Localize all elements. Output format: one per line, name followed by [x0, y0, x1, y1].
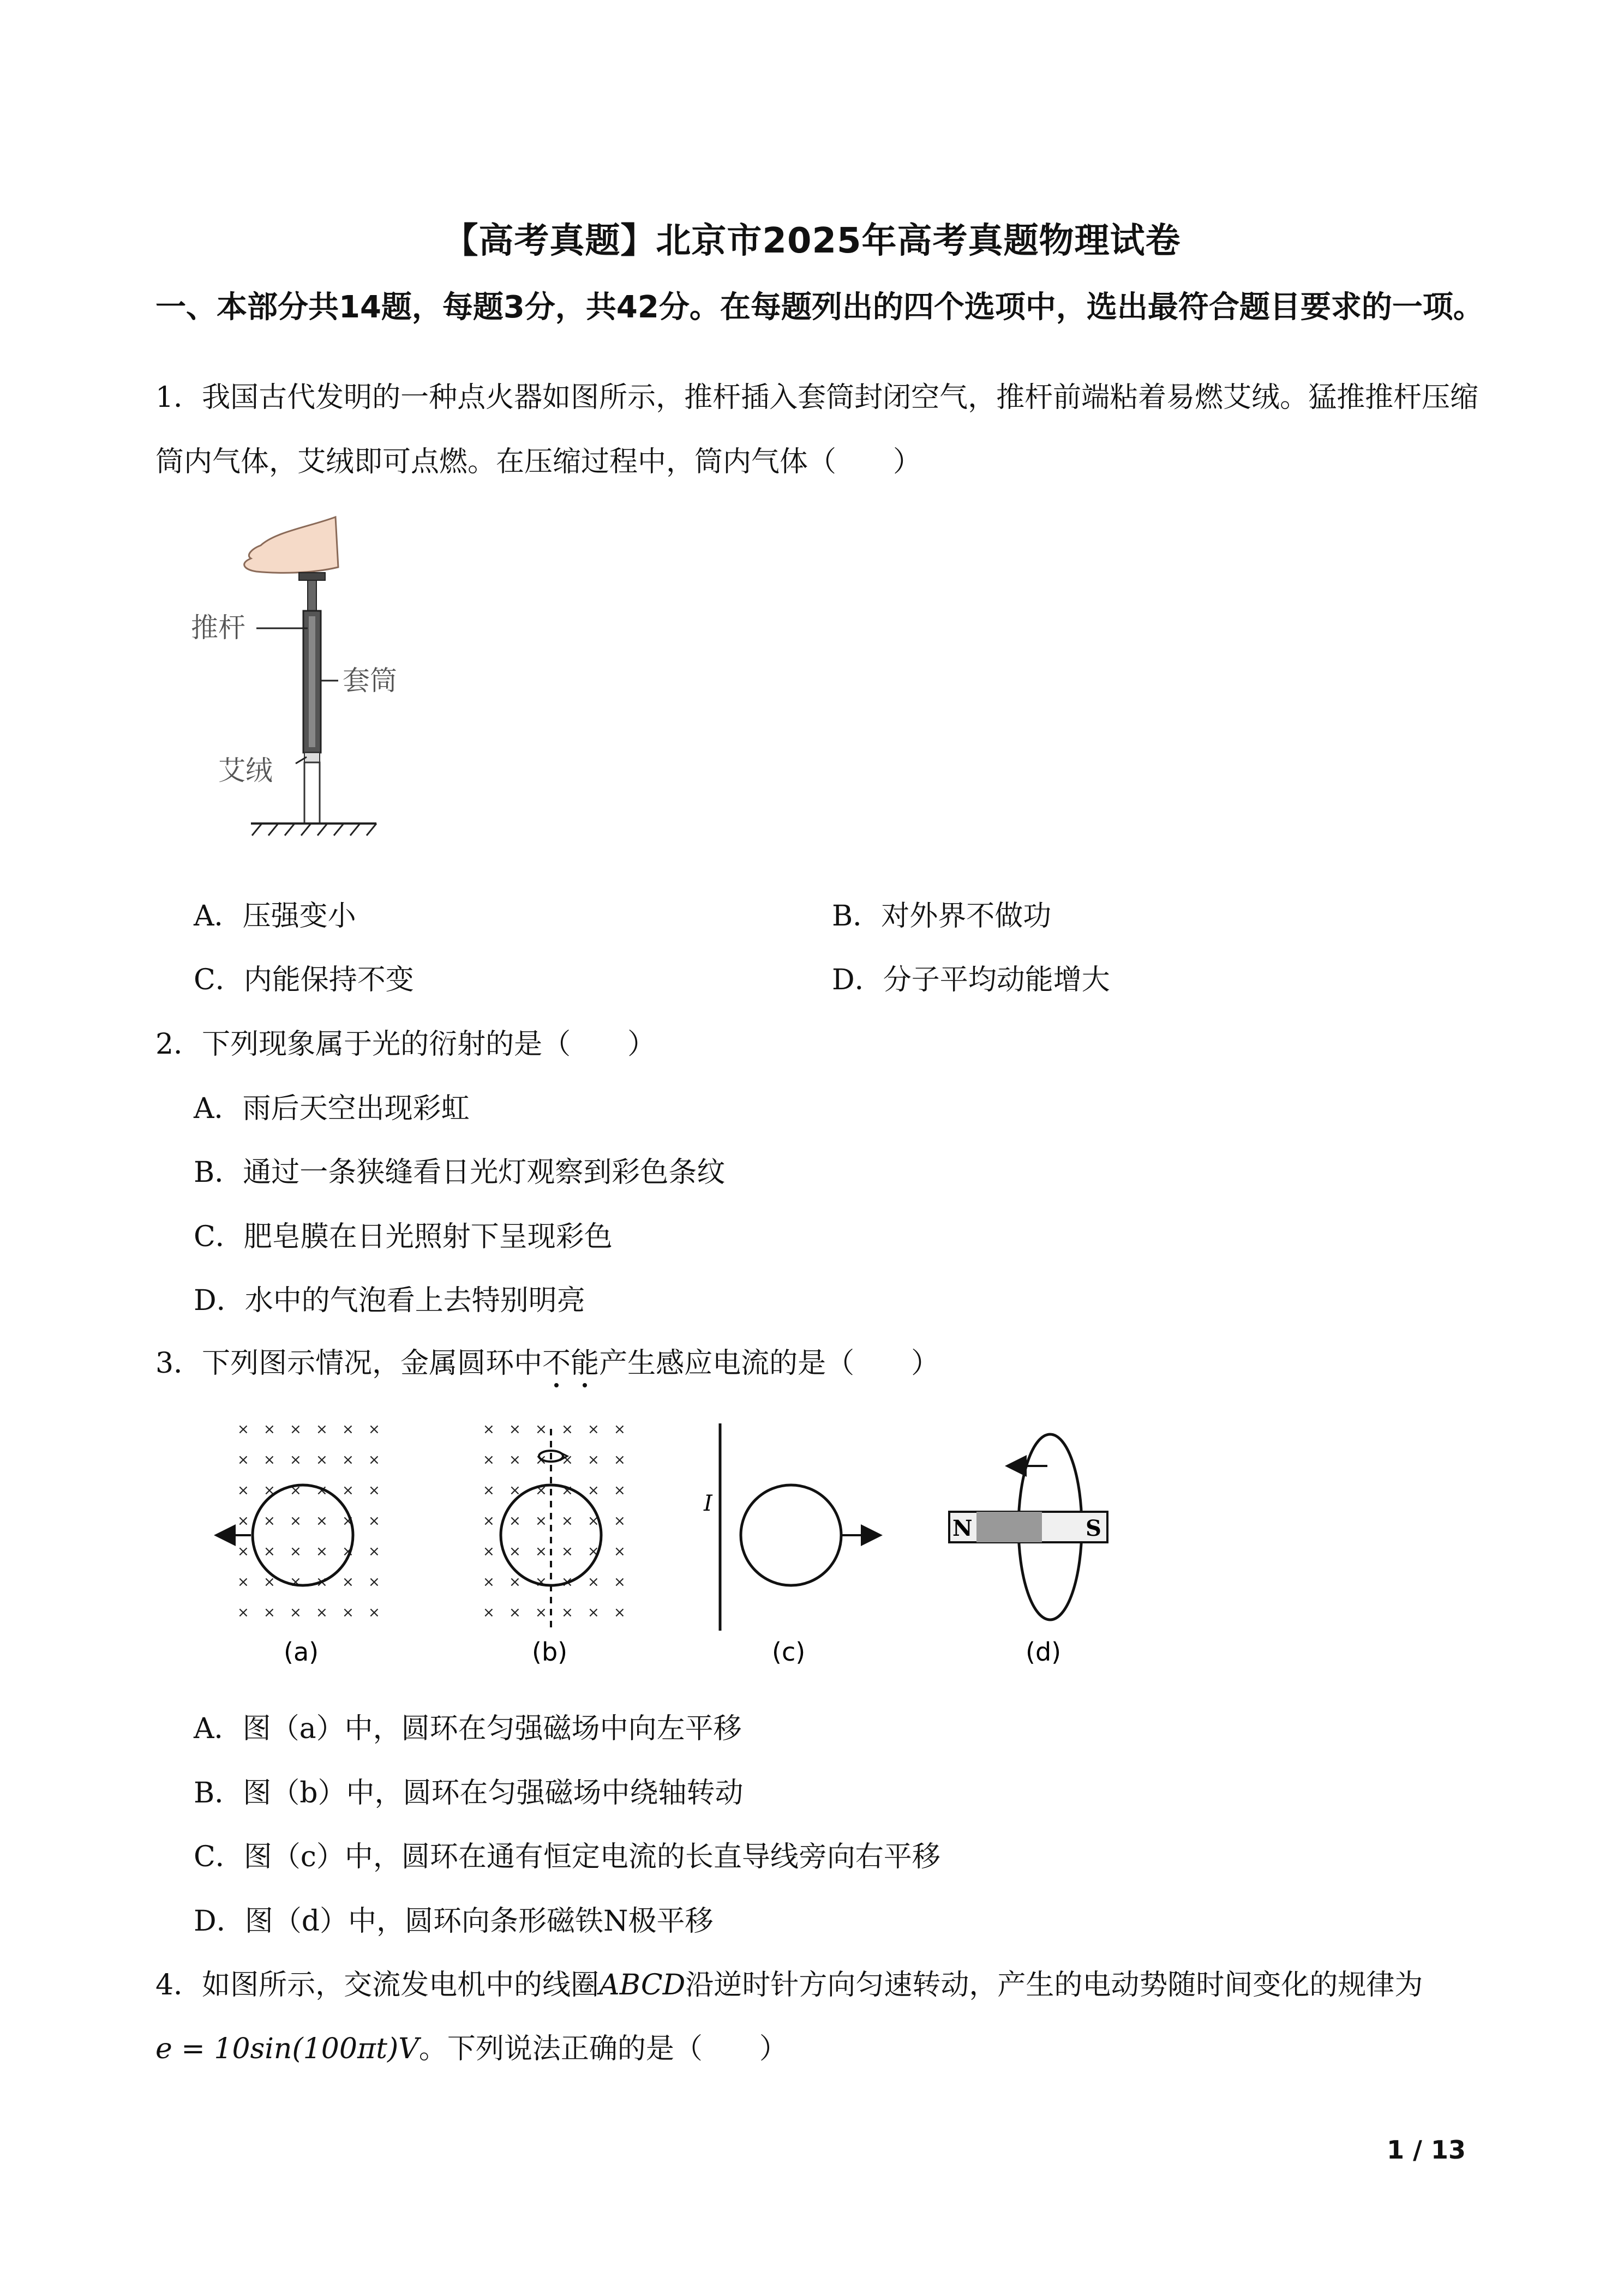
field-cross: ×: [316, 1482, 328, 1499]
field-cross: ×: [509, 1574, 521, 1590]
option-1d: D．分子平均动能增大: [832, 964, 1110, 996]
question-1-stem: [155, 365, 1487, 494]
fire-piston-figure: [180, 513, 398, 873]
field-cross: ×: [614, 1482, 626, 1499]
field-cross: ×: [263, 1482, 275, 1499]
field-cross: ×: [561, 1604, 573, 1621]
field-cross: ×: [588, 1482, 600, 1499]
question-4-line-1: 4．如图所示，交流发电机中的线圈ABCD沿逆时针方向匀速转动，产生的电动势随时间变化的规律为: [155, 1969, 1423, 2002]
option-1b: B．对外界不做功: [832, 900, 1052, 933]
field-cross: ×: [263, 1513, 275, 1529]
field-cross: ×: [342, 1452, 354, 1468]
label-tinder: 艾绒: [218, 755, 273, 786]
field-cross: ×: [237, 1452, 249, 1468]
field-cross: ×: [342, 1421, 354, 1438]
rod-knob: [299, 573, 325, 580]
field-cross: ×: [535, 1513, 547, 1529]
stand: [304, 762, 320, 824]
field-cross: ×: [483, 1452, 495, 1468]
field-cross: ×: [342, 1543, 354, 1560]
option-3d: D．图（d）中，圆环向条形磁铁N极平移: [194, 1905, 714, 1938]
section-heading: 一、本部分共14题，每题3分，共42分。在每题列出的四个选项中，选出最符合题目要求的一项。: [155, 290, 1484, 325]
field-cross: ×: [483, 1543, 495, 1560]
field-cross: ×: [237, 1604, 249, 1621]
field-cross: ×: [316, 1421, 328, 1438]
question-number: 1．: [155, 381, 202, 414]
field-cross: ×: [290, 1513, 302, 1529]
field-crosses-a: [237, 1421, 380, 1621]
field-cross: ×: [535, 1604, 547, 1621]
ring-c: [741, 1485, 841, 1585]
field-cross: ×: [509, 1604, 521, 1621]
field-cross: ×: [614, 1543, 626, 1560]
field-cross: ×: [342, 1574, 354, 1590]
label-a: (a): [284, 1637, 319, 1667]
field-cross: ×: [316, 1543, 328, 1560]
field-cross: ×: [368, 1513, 380, 1529]
question-3-stem: 3．下列图示情况，金属圆环中不能产生感应电流的是（ ）: [155, 1347, 940, 1380]
page-title: 【高考真题】北京市2025年高考真题物理试卷: [443, 221, 1181, 261]
field-cross: ×: [535, 1452, 547, 1468]
field-cross: ×: [316, 1574, 328, 1590]
field-cross: ×: [290, 1452, 302, 1468]
field-cross: ×: [316, 1452, 328, 1468]
field-cross: ×: [483, 1574, 495, 1590]
field-cross: ×: [483, 1513, 495, 1529]
field-cross: ×: [561, 1452, 573, 1468]
field-cross: ×: [368, 1452, 380, 1468]
field-cross: ×: [290, 1482, 302, 1499]
ring-b: [501, 1485, 601, 1585]
field-cross: ×: [368, 1574, 380, 1590]
field-cross: ×: [588, 1421, 600, 1438]
field-cross: ×: [263, 1543, 275, 1560]
field-cross: ×: [561, 1513, 573, 1529]
field-cross: ×: [588, 1452, 600, 1468]
option-2b: B．通过一条狭缝看日光灯观察到彩色条纹: [194, 1156, 726, 1189]
field-cross: ×: [342, 1513, 354, 1529]
option-2c: C．肥皂膜在日光照射下呈现彩色: [194, 1221, 613, 1253]
field-cross: ×: [237, 1513, 249, 1529]
field-cross: ×: [614, 1574, 626, 1590]
page-number: 1 / 13: [1387, 2135, 1466, 2165]
field-cross: ×: [316, 1513, 328, 1529]
field-cross: ×: [535, 1543, 547, 1560]
option-3b: B．图（b）中，圆环在匀强磁场中绕轴转动: [194, 1777, 744, 1810]
field-cross: ×: [535, 1574, 547, 1590]
field-cross: ×: [483, 1421, 495, 1438]
field-cross: ×: [237, 1543, 249, 1560]
field-cross: ×: [263, 1604, 275, 1621]
field-cross: ×: [237, 1482, 249, 1499]
option-3c: C．图（c）中，圆环在通有恒定电流的长直导线旁向右平移: [194, 1841, 940, 1873]
label-d: (d): [1026, 1637, 1062, 1667]
question-2-stem: 2．下列现象属于光的衍射的是（ ）: [155, 1028, 656, 1061]
magnet-north: N: [952, 1516, 973, 1541]
field-cross: ×: [588, 1574, 600, 1590]
field-cross: ×: [483, 1482, 495, 1499]
option-3a: A．图（a）中，圆环在匀强磁场中向左平移: [194, 1712, 742, 1745]
field-cross: ×: [342, 1482, 354, 1499]
field-cross: ×: [535, 1482, 547, 1499]
field-cross: ×: [614, 1604, 626, 1621]
hand-shape: [244, 517, 338, 573]
question-text: 我国古代发明的一种点火器如图所示，推杆插入套筒封闭空气，推杆前端粘着易燃艾绒。猛推推杆压缩筒内气体，艾绒即可点燃。在压缩过程中，筒内气体（ ）: [155, 381, 1479, 478]
option-1c: C．内能保持不变: [194, 964, 414, 996]
label-c: (c): [772, 1637, 806, 1667]
field-cross: ×: [237, 1574, 249, 1590]
option-2d: D．水中的气泡看上去特别明亮: [194, 1284, 585, 1317]
field-cross: ×: [290, 1543, 302, 1560]
field-cross: ×: [588, 1513, 600, 1529]
field-cross: ×: [483, 1604, 495, 1621]
label-b: (b): [532, 1637, 568, 1667]
field-cross: ×: [368, 1421, 380, 1438]
field-cross: ×: [509, 1543, 521, 1560]
label-current: I: [704, 1491, 712, 1516]
field-cross: ×: [588, 1604, 600, 1621]
option-2a: A．雨后天空出现彩虹: [194, 1092, 470, 1125]
field-cross: ×: [237, 1421, 249, 1438]
label-sleeve: 套筒: [343, 665, 397, 696]
question-4-line-2: e = 10sin(100πt)V。下列说法正确的是（ ）: [155, 2033, 788, 2065]
field-cross: ×: [614, 1421, 626, 1438]
field-cross: ×: [561, 1421, 573, 1438]
field-cross: ×: [509, 1421, 521, 1438]
field-cross: ×: [316, 1604, 328, 1621]
field-cross: ×: [368, 1482, 380, 1499]
field-cross: ×: [561, 1482, 573, 1499]
field-cross: ×: [368, 1543, 380, 1560]
field-cross: ×: [290, 1574, 302, 1590]
field-cross: ×: [561, 1543, 573, 1560]
field-cross: ×: [535, 1421, 547, 1438]
magnet-south: S: [1086, 1516, 1101, 1541]
field-cross: ×: [342, 1604, 354, 1621]
field-cross: ×: [614, 1452, 626, 1468]
field-cross: ×: [509, 1513, 521, 1529]
field-cross: ×: [263, 1574, 275, 1590]
label-rod: 推杆: [191, 612, 245, 644]
field-cross: ×: [368, 1604, 380, 1621]
field-cross: ×: [290, 1604, 302, 1621]
field-cross: ×: [509, 1482, 521, 1499]
ring-a: [253, 1485, 353, 1585]
field-cross: ×: [588, 1543, 600, 1560]
field-cross: ×: [509, 1452, 521, 1468]
field-cross: ×: [561, 1574, 573, 1590]
induction-figures: [196, 1413, 1124, 1685]
field-cross: ×: [263, 1452, 275, 1468]
field-cross: ×: [290, 1421, 302, 1438]
field-cross: ×: [614, 1513, 626, 1529]
option-1a: A．压强变小: [194, 900, 356, 933]
field-cross: ×: [263, 1421, 275, 1438]
